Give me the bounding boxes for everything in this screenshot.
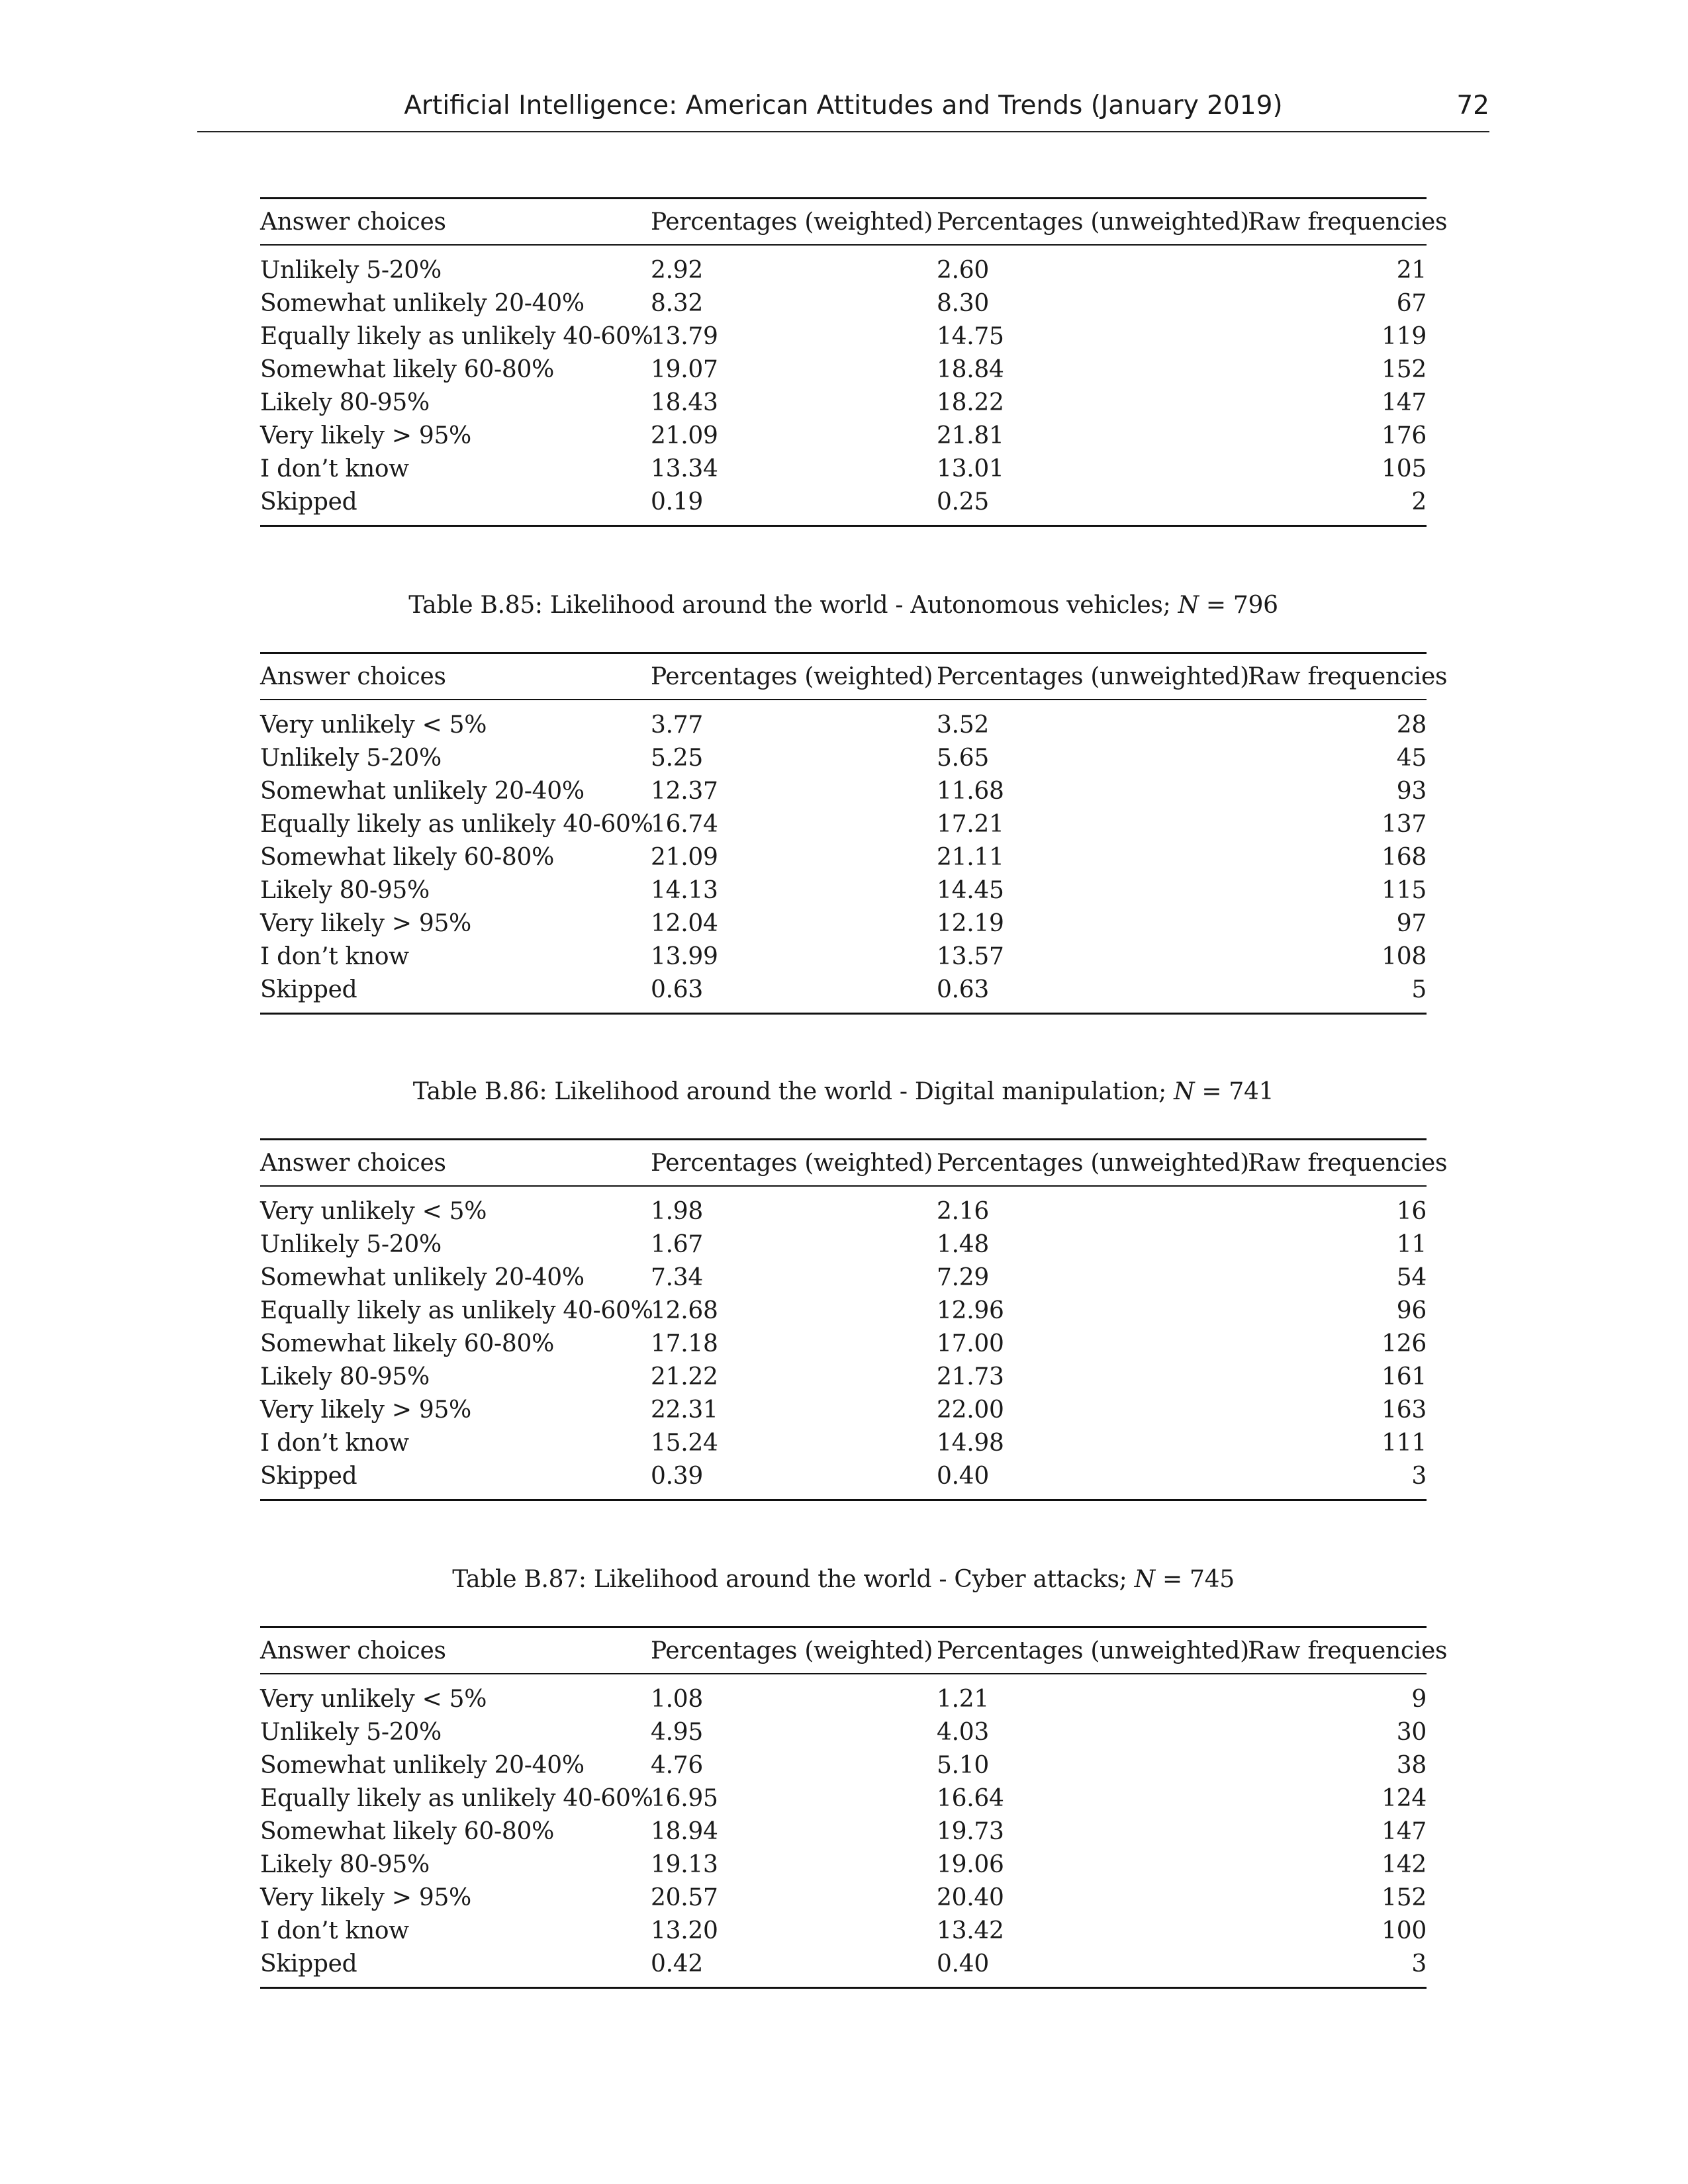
table-caption	[260, 1079, 1427, 1105]
answer-choice-cell: Skipped	[260, 976, 357, 1003]
percent-weighted-cell: 12.04	[651, 909, 718, 937]
percent-unweighted-cell: 11.68	[937, 777, 1004, 805]
table-row	[260, 973, 1427, 1014]
raw-frequency-cell: 152	[1382, 1884, 1427, 1911]
table-row	[260, 1459, 1427, 1500]
percent-weighted-cell: 18.43	[651, 388, 718, 416]
caption-value: = 741	[1194, 1078, 1274, 1105]
table-row	[260, 452, 1427, 485]
percent-weighted-cell: 17.18	[651, 1330, 718, 1357]
caption-text: Table B.86: Likelihood around the world - Digital manipulation;	[412, 1078, 1174, 1105]
answer-choice-cell: Very unlikely < 5%	[260, 1685, 487, 1713]
percent-unweighted-cell: 13.42	[937, 1917, 1004, 1944]
answer-choice-cell: Somewhat likely 60-80%	[260, 843, 554, 871]
caption-value: = 796	[1198, 592, 1278, 619]
running-title: Artificial Intelligence: American Attitudes and Trends (January 2019)	[404, 91, 1283, 120]
percent-weighted-cell: 0.42	[651, 1950, 703, 1978]
table-row	[260, 841, 1427, 874]
raw-frequency-cell: 147	[1382, 1817, 1427, 1845]
raw-frequency-cell: 142	[1382, 1850, 1427, 1878]
answer-choice-cell: Unlikely 5-20%	[260, 1718, 442, 1746]
answer-choice-cell: Somewhat unlikely 20-40%	[260, 1751, 585, 1779]
table-row	[260, 485, 1427, 526]
raw-frequency-cell: 28	[1396, 711, 1427, 739]
percent-weighted-cell: 4.76	[651, 1751, 703, 1779]
table-row	[260, 1715, 1427, 1749]
percent-unweighted-cell: 20.40	[937, 1884, 1004, 1911]
answer-choice-cell: Very unlikely < 5%	[260, 1197, 487, 1225]
percent-unweighted-cell: 0.40	[937, 1950, 989, 1978]
raw-frequency-cell: 11	[1396, 1230, 1427, 1258]
table-header-row	[260, 653, 1427, 700]
header-raw-frequencies: Raw frequencies	[1248, 1149, 1448, 1177]
percent-unweighted-cell: 18.22	[937, 388, 1004, 416]
table-caption	[260, 592, 1427, 619]
percent-unweighted-cell: 2.16	[937, 1197, 989, 1225]
table-b85	[260, 592, 1448, 1015]
percent-weighted-cell: 4.95	[651, 1718, 703, 1746]
raw-frequency-cell: 9	[1411, 1685, 1427, 1713]
header-answer-choices: Answer choices	[260, 1637, 446, 1664]
answer-choice-cell: Very likely > 95%	[260, 909, 471, 937]
data-table	[260, 1138, 1448, 1501]
header-answer-choices: Answer choices	[260, 662, 446, 690]
table-row	[260, 1848, 1427, 1881]
answer-choice-cell: Unlikely 5-20%	[260, 256, 442, 284]
percent-weighted-cell: 1.67	[651, 1230, 703, 1258]
header-answer-choices: Answer choices	[260, 1149, 446, 1177]
table-row	[260, 741, 1427, 774]
caption-value: = 745	[1154, 1566, 1235, 1593]
header-percent-weighted: Percentages (weighted)	[651, 208, 933, 236]
percent-unweighted-cell: 22.00	[937, 1396, 1004, 1424]
answer-choice-cell: Equally likely as unlikely 40-60%	[260, 1784, 653, 1812]
raw-frequency-cell: 3	[1411, 1950, 1427, 1978]
percent-weighted-cell: 12.37	[651, 777, 718, 805]
percent-unweighted-cell: 19.73	[937, 1817, 1004, 1845]
table-b87	[260, 1566, 1448, 1989]
table-b86	[260, 1078, 1448, 1501]
table-row	[260, 353, 1427, 386]
header-percent-unweighted: Percentages (unweighted)	[937, 662, 1249, 690]
raw-frequency-cell: 30	[1396, 1718, 1427, 1746]
percent-weighted-cell: 16.95	[651, 1784, 718, 1812]
table-row	[260, 1294, 1427, 1327]
percent-weighted-cell: 19.07	[651, 355, 718, 383]
caption-variable: N	[1174, 1078, 1195, 1105]
table-row	[260, 1393, 1427, 1426]
percent-unweighted-cell: 16.64	[937, 1784, 1004, 1812]
percent-unweighted-cell: 12.96	[937, 1297, 1004, 1324]
percent-unweighted-cell: 19.06	[937, 1850, 1004, 1878]
table-row	[260, 1947, 1427, 1988]
raw-frequency-cell: 115	[1382, 876, 1427, 904]
answer-choice-cell: Skipped	[260, 1950, 357, 1978]
caption-text: Table B.85: Likelihood around the world - Autonomous vehicles;	[408, 592, 1178, 619]
table-row	[260, 1881, 1427, 1914]
table-caption	[260, 1567, 1427, 1593]
percent-weighted-cell: 3.77	[651, 711, 703, 739]
raw-frequency-cell: 163	[1382, 1396, 1427, 1424]
table-row	[260, 1749, 1427, 1782]
page-header	[197, 93, 1489, 132]
raw-frequency-cell: 2	[1411, 488, 1427, 516]
table-row	[260, 287, 1427, 320]
percent-weighted-cell: 12.68	[651, 1297, 718, 1324]
percent-unweighted-cell: 13.01	[937, 455, 1004, 482]
answer-choice-cell: I don’t know	[260, 1429, 409, 1457]
answer-choice-cell: I don’t know	[260, 455, 409, 482]
table-b84-continued	[260, 197, 1448, 527]
answer-choice-cell: Unlikely 5-20%	[260, 744, 442, 772]
percent-unweighted-cell: 0.63	[937, 976, 989, 1003]
percent-weighted-cell: 7.34	[651, 1263, 703, 1291]
percent-weighted-cell: 20.57	[651, 1884, 718, 1911]
percent-weighted-cell: 14.13	[651, 876, 718, 904]
percent-unweighted-cell: 0.25	[937, 488, 989, 516]
percent-weighted-cell: 21.09	[651, 422, 718, 449]
answer-choice-cell: I don’t know	[260, 942, 409, 970]
percent-unweighted-cell: 21.81	[937, 422, 1004, 449]
table-row	[260, 940, 1427, 973]
header-raw-frequencies: Raw frequencies	[1248, 208, 1448, 236]
percent-weighted-cell: 16.74	[651, 810, 718, 838]
raw-frequency-cell: 45	[1396, 744, 1427, 772]
percent-weighted-cell: 13.34	[651, 455, 718, 482]
raw-frequency-cell: 168	[1382, 843, 1427, 871]
table-row	[260, 419, 1427, 452]
table-row	[260, 874, 1427, 907]
table-row	[260, 774, 1427, 807]
answer-choice-cell: Likely 80-95%	[260, 388, 430, 416]
percent-unweighted-cell: 5.65	[937, 744, 989, 772]
percent-weighted-cell: 0.39	[651, 1462, 703, 1490]
percent-weighted-cell: 18.94	[651, 1817, 718, 1845]
percent-unweighted-cell: 1.48	[937, 1230, 989, 1258]
table-row	[260, 1815, 1427, 1848]
table-row	[260, 1426, 1427, 1459]
percent-unweighted-cell: 18.84	[937, 355, 1004, 383]
raw-frequency-cell: 5	[1411, 976, 1427, 1003]
percent-unweighted-cell: 1.21	[937, 1685, 989, 1713]
table-row	[260, 700, 1427, 741]
percent-weighted-cell: 19.13	[651, 1850, 718, 1878]
percent-unweighted-cell: 17.00	[937, 1330, 1004, 1357]
percent-weighted-cell: 21.22	[651, 1363, 718, 1390]
data-table	[260, 1626, 1448, 1989]
answer-choice-cell: Somewhat unlikely 20-40%	[260, 777, 585, 805]
percent-unweighted-cell: 5.10	[937, 1751, 989, 1779]
percent-unweighted-cell: 21.73	[937, 1363, 1004, 1390]
percent-unweighted-cell: 17.21	[937, 810, 1004, 838]
header-percent-unweighted: Percentages (unweighted)	[937, 208, 1249, 236]
raw-frequency-cell: 93	[1396, 777, 1427, 805]
answer-choice-cell: Skipped	[260, 488, 357, 516]
raw-frequency-cell: 54	[1396, 1263, 1427, 1291]
answer-choice-cell: Very likely > 95%	[260, 1396, 471, 1424]
caption-variable: N	[1178, 592, 1199, 619]
answer-choice-cell: Likely 80-95%	[260, 1850, 430, 1878]
table-row	[260, 320, 1427, 353]
data-table	[260, 197, 1448, 527]
table-header-row	[260, 1140, 1427, 1187]
page-number: 72	[1456, 91, 1489, 120]
percent-unweighted-cell: 14.45	[937, 876, 1004, 904]
percent-unweighted-cell: 3.52	[937, 711, 989, 739]
percent-weighted-cell: 22.31	[651, 1396, 718, 1424]
raw-frequency-cell: 147	[1382, 388, 1427, 416]
answer-choice-cell: Likely 80-95%	[260, 876, 430, 904]
percent-unweighted-cell: 8.30	[937, 289, 989, 317]
percent-weighted-cell: 15.24	[651, 1429, 718, 1457]
percent-weighted-cell: 5.25	[651, 744, 703, 772]
answer-choice-cell: Skipped	[260, 1462, 357, 1490]
answer-choice-cell: Somewhat likely 60-80%	[260, 1817, 554, 1845]
table-row	[260, 1674, 1427, 1715]
percent-unweighted-cell: 0.40	[937, 1462, 989, 1490]
percent-weighted-cell: 1.98	[651, 1197, 703, 1225]
answer-choice-cell: I don’t know	[260, 1917, 409, 1944]
raw-frequency-cell: 96	[1396, 1297, 1427, 1324]
percent-weighted-cell: 0.19	[651, 488, 703, 516]
table-row	[260, 386, 1427, 419]
raw-frequency-cell: 16	[1396, 1197, 1427, 1225]
percent-unweighted-cell: 7.29	[937, 1263, 989, 1291]
answer-choice-cell: Equally likely as unlikely 40-60%	[260, 810, 653, 838]
answer-choice-cell: Somewhat likely 60-80%	[260, 355, 554, 383]
raw-frequency-cell: 126	[1382, 1330, 1427, 1357]
raw-frequency-cell: 161	[1382, 1363, 1427, 1390]
percent-unweighted-cell: 14.98	[937, 1429, 1004, 1457]
percent-unweighted-cell: 13.57	[937, 942, 1004, 970]
percent-weighted-cell: 0.63	[651, 976, 703, 1003]
table-header-row	[260, 199, 1427, 246]
answer-choice-cell: Very likely > 95%	[260, 422, 471, 449]
percent-unweighted-cell: 4.03	[937, 1718, 989, 1746]
table-header-row	[260, 1627, 1427, 1674]
raw-frequency-cell: 100	[1382, 1917, 1427, 1944]
table-row	[260, 807, 1427, 841]
percent-weighted-cell: 13.20	[651, 1917, 718, 1944]
header-percent-weighted: Percentages (weighted)	[651, 1637, 933, 1664]
raw-frequency-cell: 67	[1396, 289, 1427, 317]
answer-choice-cell: Likely 80-95%	[260, 1363, 430, 1390]
percent-unweighted-cell: 12.19	[937, 909, 1004, 937]
answer-choice-cell: Somewhat likely 60-80%	[260, 1330, 554, 1357]
percent-weighted-cell: 13.99	[651, 942, 718, 970]
table-row	[260, 1914, 1427, 1947]
table-row	[260, 245, 1427, 287]
raw-frequency-cell: 119	[1382, 322, 1427, 350]
answer-choice-cell: Unlikely 5-20%	[260, 1230, 442, 1258]
answer-choice-cell: Very likely > 95%	[260, 1884, 471, 1911]
table-row	[260, 1261, 1427, 1294]
table-row	[260, 1360, 1427, 1393]
table-row	[260, 1228, 1427, 1261]
raw-frequency-cell: 152	[1382, 355, 1427, 383]
percent-weighted-cell: 2.92	[651, 256, 703, 284]
answer-choice-cell: Equally likely as unlikely 40-60%	[260, 322, 653, 350]
raw-frequency-cell: 124	[1382, 1784, 1427, 1812]
percent-unweighted-cell: 21.11	[937, 843, 1004, 871]
header-raw-frequencies: Raw frequencies	[1248, 1637, 1448, 1664]
caption-variable: N	[1134, 1566, 1155, 1593]
raw-frequency-cell: 105	[1382, 455, 1427, 482]
data-table	[260, 652, 1448, 1015]
header-percent-unweighted: Percentages (unweighted)	[937, 1637, 1249, 1664]
answer-choice-cell: Somewhat unlikely 20-40%	[260, 1263, 585, 1291]
raw-frequency-cell: 137	[1382, 810, 1427, 838]
header-percent-unweighted: Percentages (unweighted)	[937, 1149, 1249, 1177]
percent-weighted-cell: 8.32	[651, 289, 703, 317]
raw-frequency-cell: 176	[1382, 422, 1427, 449]
table-row	[260, 907, 1427, 940]
percent-unweighted-cell: 2.60	[937, 256, 989, 284]
percent-unweighted-cell: 14.75	[937, 322, 1004, 350]
raw-frequency-cell: 97	[1396, 909, 1427, 937]
header-percent-weighted: Percentages (weighted)	[651, 662, 933, 690]
raw-frequency-cell: 38	[1396, 1751, 1427, 1779]
header-raw-frequencies: Raw frequencies	[1248, 662, 1448, 690]
raw-frequency-cell: 21	[1396, 256, 1427, 284]
answer-choice-cell: Equally likely as unlikely 40-60%	[260, 1297, 653, 1324]
table-row	[260, 1327, 1427, 1360]
answer-choice-cell: Somewhat unlikely 20-40%	[260, 289, 585, 317]
header-percent-weighted: Percentages (weighted)	[651, 1149, 933, 1177]
table-row	[260, 1186, 1427, 1228]
table-row	[260, 1782, 1427, 1815]
raw-frequency-cell: 108	[1382, 942, 1427, 970]
answer-choice-cell: Very unlikely < 5%	[260, 711, 487, 739]
raw-frequency-cell: 3	[1411, 1462, 1427, 1490]
percent-weighted-cell: 13.79	[651, 322, 718, 350]
header-answer-choices: Answer choices	[260, 208, 446, 236]
caption-text: Table B.87: Likelihood around the world - Cyber attacks;	[452, 1566, 1135, 1593]
percent-weighted-cell: 21.09	[651, 843, 718, 871]
percent-weighted-cell: 1.08	[651, 1685, 703, 1713]
raw-frequency-cell: 111	[1382, 1429, 1427, 1457]
